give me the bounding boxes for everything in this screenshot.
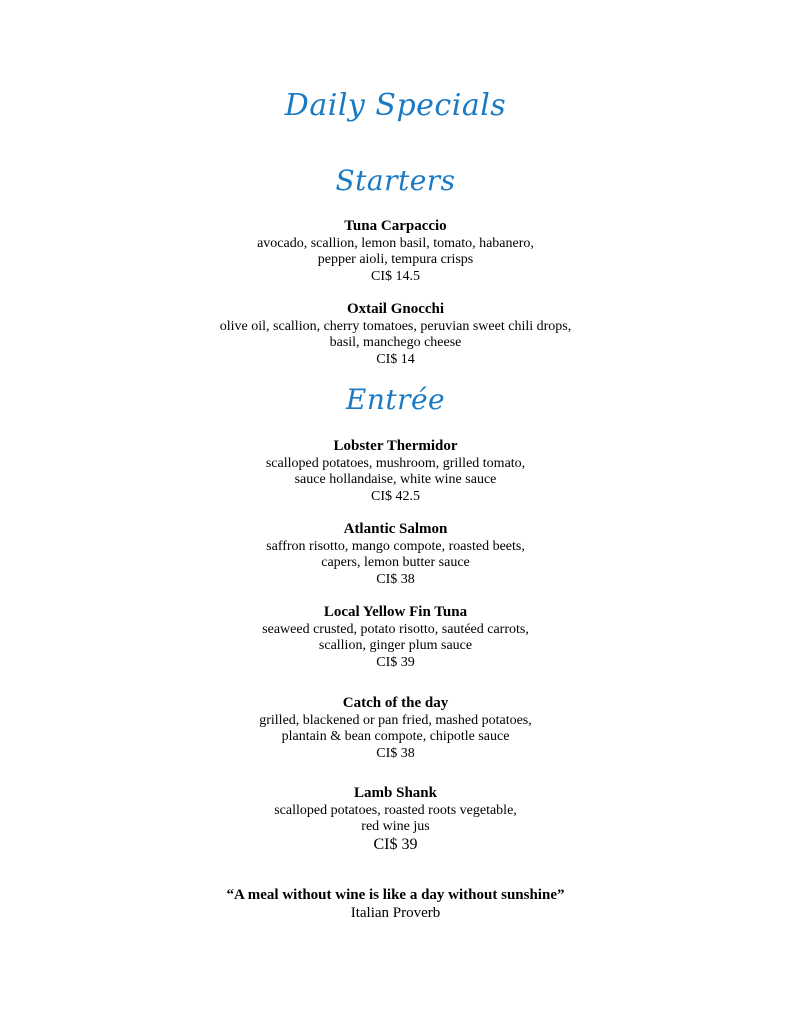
dish-description: seaweed crusted, potato risotto, sautéed carrots, — [262, 621, 529, 637]
quote-source: Italian Proverb — [350, 905, 441, 921]
dish-price: CI$ 39 — [376, 654, 415, 670]
dish-tuna-carpaccio — [0, 218, 791, 285]
dish-name: Local Yellow Fin Tuna — [323, 604, 468, 620]
dish-name: Catch of the day — [342, 695, 449, 711]
dish-description: red wine jus — [361, 819, 430, 834]
dish-price: CI$ 39 — [373, 835, 418, 853]
dish-description: scalloped potatoes, roasted roots vegetable, — [274, 802, 517, 818]
dish-name: Atlantic Salmon — [343, 521, 448, 537]
dish-price: CI$ 14 — [376, 351, 415, 367]
dish-yellow-fin-tuna — [0, 604, 791, 671]
dish-atlantic-salmon — [0, 521, 791, 588]
dish-name: Tuna Carpaccio — [344, 218, 447, 234]
entree-heading: Entrée — [345, 383, 446, 416]
dish-description: avocado, scallion, lemon basil, tomato, habanero, — [257, 235, 534, 251]
dish-description: scallion, ginger plum sauce — [318, 638, 473, 653]
dish-description: sauce hollandaise, white wine sauce — [294, 472, 497, 487]
dish-oxtail-gnocchi — [0, 301, 791, 368]
dish-description: scalloped potatoes, mushroom, grilled tomato, — [265, 455, 526, 471]
dish-description: olive oil, scallion, cherry tomatoes, peruvian sweet chili drops, — [219, 318, 572, 334]
dish-description: pepper aioli, tempura crisps — [317, 252, 474, 267]
dish-description: plantain & bean compote, chipotle sauce — [281, 729, 510, 744]
proverb-quote — [0, 886, 791, 922]
dish-description: saffron risotto, mango compote, roasted beets, — [266, 538, 525, 554]
dish-lobster-thermidor — [0, 438, 791, 505]
dish-name: Lamb Shank — [354, 785, 437, 801]
quote-text: “A meal without wine is like a day without sunshine” — [226, 887, 565, 903]
dish-price: CI$ 14.5 — [371, 268, 420, 284]
dish-price: CI$ 42.5 — [371, 488, 420, 504]
dish-description: grilled, blackened or pan fried, mashed potatoes, — [259, 712, 532, 728]
dish-price: CI$ 38 — [376, 745, 415, 761]
dish-description: basil, manchego cheese — [329, 335, 462, 350]
dish-name: Lobster Thermidor — [333, 438, 458, 454]
dish-catch-of-the-day — [0, 695, 791, 762]
dish-name: Oxtail Gnocchi — [346, 301, 445, 317]
dish-lamb-shank — [0, 785, 791, 853]
dish-description: capers, lemon butter sauce — [321, 555, 470, 570]
starters-heading: Starters — [335, 164, 456, 197]
dish-price: CI$ 38 — [376, 571, 415, 587]
page-title: Daily Specials — [284, 88, 507, 123]
